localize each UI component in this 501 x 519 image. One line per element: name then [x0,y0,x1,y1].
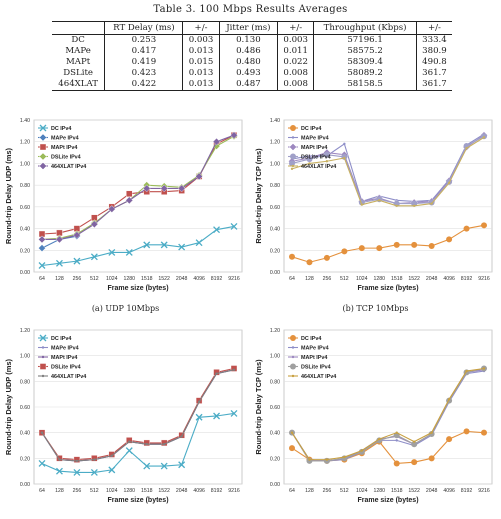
caption-b: (b) TCP 10Mbps [342,304,409,313]
series-dslite-ipv4 [289,366,487,464]
x-tick-label: 128 [55,276,64,282]
table-row [52,35,452,47]
legend-label: MAPe IPv4 [51,135,79,142]
y-tick-label: 0.20 [19,248,30,255]
series-line [292,369,484,460]
x-tick-label: 4096 [443,488,455,494]
data-point [429,243,435,249]
data-point [292,165,294,167]
legend-label: MAPe IPv4 [51,345,79,352]
table-header-cell: Throughput (Kbps) [314,22,417,35]
legend-label: DSLite IPv4 [301,154,331,161]
table-cell: 0.015 [183,57,219,68]
x-tick-label: 128 [305,488,314,494]
y-tick-label: 1.40 [19,118,30,124]
caption-a: (a) UDP 10Mbps [91,304,160,313]
data-point [448,398,450,400]
row-label: DSLite [63,68,94,78]
x-tick-label: 64 [39,488,45,494]
row-label: MAPe [65,46,91,56]
x-tick-label: 4096 [443,276,455,282]
tcp-delay-chart-bottom [252,322,499,514]
data-point [128,440,130,442]
series-line [42,370,234,461]
x-tick-label: 1518 [140,276,153,282]
x-tick-label: 128 [55,488,64,494]
table-cell: 0.022 [278,57,314,68]
data-point [76,460,78,462]
data-point [343,157,345,159]
x-tick-label: 1024 [356,488,368,494]
legend-label: DC IPv4 [51,336,72,342]
y-tick-label: 0.80 [19,379,30,386]
x-tick-label: 512 [340,488,349,494]
x-tick-label: 256 [72,488,82,494]
data-point [464,428,470,434]
y-tick-label: 0.40 [269,430,280,437]
x-tick-label: 512 [90,276,99,282]
y-tick-label: 0.00 [269,482,280,488]
chart-panel-tcp-10 [252,322,499,512]
y-tick-label: 0.60 [269,405,280,411]
table-cell: 0.487 [219,79,278,91]
row-label: DC [71,35,85,45]
data-point [290,335,296,341]
data-point [290,364,296,370]
data-point [42,356,44,358]
x-axis-label: Frame size (bytes) [107,497,169,504]
x-tick-label: 64 [289,276,295,282]
x-tick-label: 128 [305,276,314,282]
series-mape-ipv4 [291,370,485,462]
data-point [146,443,148,445]
series-mapt-ipv4 [291,369,485,463]
data-point [198,401,200,403]
data-point [326,458,328,460]
x-tick-label: 1522 [158,276,170,282]
legend-label: DC IPv4 [51,126,72,132]
x-tick-label: 2048 [425,276,438,282]
data-point [308,458,310,460]
table-cell: 361.7 [416,79,452,91]
table-cell: 0.130 [219,35,278,47]
x-tick-label: 1280 [123,276,136,282]
x-axis-label: Frame size (bytes) [107,285,169,292]
data-point [292,375,294,377]
x-tick-label: 256 [322,276,332,282]
legend-label: 464XLAT IPv4 [301,164,337,170]
table-cell: 58089.2 [314,68,417,79]
x-tick-label: 1280 [123,488,136,494]
x-tick-label: 1522 [408,488,420,494]
legend-label: DC IPv4 [301,126,322,132]
table-cell: 0.419 [105,57,183,68]
table-body [52,35,452,91]
x-tick-label: 2048 [425,488,438,494]
x-tick-label: 256 [322,488,332,494]
table-header-cell [52,22,105,35]
legend-label: MAPt IPv4 [51,355,78,361]
legend-label: MAPt IPv4 [301,145,328,151]
x-tick-label: 512 [340,276,349,282]
data-point [411,459,417,465]
legend-label: DSLite IPv4 [301,364,331,371]
data-point [41,431,43,433]
table-header-cell: RT Delay (ms) [105,22,183,35]
series-line [292,371,484,461]
row-label: MAPt [66,57,91,67]
udp-delay-chart-top [2,112,249,302]
x-tick-label: 9216 [228,488,240,494]
data-point [396,205,398,207]
data-point [291,168,293,170]
table-cell: 0.003 [278,35,314,47]
y-tick-label: 0.40 [19,430,30,437]
table-cell: 0.423 [105,68,183,79]
data-point [126,448,132,454]
x-tick-label: 1024 [106,276,118,282]
x-tick-label: 8192 [210,276,223,282]
table-cell: 0.417 [105,46,183,57]
y-tick-label: 0.60 [19,204,30,211]
data-point [40,144,46,150]
data-point [429,455,435,461]
x-tick-label: 2048 [175,276,188,282]
results-table [52,21,452,91]
series-line [292,369,484,461]
table-cell: 0.013 [183,79,219,91]
data-point [361,449,363,451]
x-tick-label: 4096 [193,488,205,494]
series-line [42,369,234,460]
data-point [290,125,296,131]
x-tick-label: 4096 [193,276,205,282]
data-point [378,199,380,201]
data-point [126,191,132,197]
series-dslite-ipv4 [39,366,237,463]
y-tick-label: 0.60 [269,204,280,211]
y-tick-label: 1.00 [19,161,30,168]
data-point [292,346,294,348]
legend-label: 464XLAT IPv4 [301,374,337,380]
series-line [292,370,484,461]
y-tick-label: 0.00 [19,270,30,276]
data-point [42,375,44,377]
y-axis-label: Round-trip Delay UDP (ms) [4,358,13,456]
y-tick-label: 1.20 [19,139,30,146]
series-line [42,370,234,461]
data-point [359,245,365,251]
y-axis-label: Round-trip Delay TCP (ms) [254,359,263,455]
legend-label: DSLite IPv4 [51,364,81,371]
chart-panel-udp-100 [2,112,249,302]
table-cell: 57196.1 [314,35,417,47]
y-tick-label: 0.40 [269,226,280,233]
x-tick-label: 1024 [106,488,118,494]
data-point [481,222,487,228]
chart-panel-tcp-100 [252,112,499,302]
table-title: Table 3. 100 Mbps Results Averages [153,4,348,15]
data-point [58,458,60,460]
table-cell: 0.011 [278,46,314,57]
y-axis-label: Round-trip Delay UDP (ms) [4,147,13,245]
data-point [40,153,47,160]
table-cell: 490.8 [416,57,452,68]
y-tick-label: 0.80 [269,183,280,190]
data-point [430,202,432,204]
series-line [42,226,234,265]
series-line [292,225,484,262]
data-point [343,143,345,145]
x-axis-label: Frame size (bytes) [357,497,419,504]
table-row [52,57,452,68]
y-tick-label: 0.40 [19,226,30,233]
x-tick-label: 8192 [210,488,223,494]
y-tick-label: 1.20 [269,328,280,334]
data-point [448,182,450,184]
chart-panel-udp-10 [2,322,249,512]
data-point [215,372,217,374]
data-point [483,136,485,138]
x-tick-label: 8192 [460,488,473,494]
legend-label: MAPt IPv4 [51,145,78,151]
data-point [93,458,95,460]
data-point [413,440,415,442]
x-tick-label: 1518 [140,488,153,494]
x-tick-label: 1522 [158,488,170,494]
table-cell: 0.486 [219,46,278,57]
x-tick-label: 1280 [373,488,386,494]
data-point [411,242,417,248]
data-point [292,356,294,358]
table-header-cell: +/- [416,22,452,35]
data-point [40,134,47,141]
table-cell: 0.008 [278,68,314,79]
data-point [56,236,63,243]
y-tick-label: 1.40 [269,118,280,124]
table-header-row [52,22,452,35]
table-cell: 0.480 [219,57,278,68]
table-cell: 0.013 [183,68,219,79]
plot-area [284,120,492,272]
x-tick-label: 8192 [460,276,473,282]
data-point [483,367,485,369]
table-cell: 0.003 [183,35,219,47]
data-point [343,456,345,458]
series-mape-ipv4 [41,369,235,463]
table-cell: 0.008 [278,79,314,91]
table-cell: 58309.4 [314,57,417,68]
x-tick-label: 9216 [478,276,490,282]
udp-delay-chart-bottom [2,322,249,514]
y-tick-label: 1.20 [19,328,30,334]
series-line [42,136,234,239]
data-point [376,245,382,251]
data-point [111,455,113,457]
data-point [290,154,296,160]
data-point [465,370,467,372]
legend-label: 464XLAT IPv4 [51,374,87,380]
data-point [39,460,45,466]
y-tick-label: 1.00 [269,353,280,360]
data-point [396,431,398,433]
data-point [180,435,182,437]
data-point [413,205,415,207]
data-point [341,248,347,254]
tcp-delay-chart-top [252,112,499,302]
y-tick-label: 0.00 [19,482,30,488]
series-line [42,370,234,461]
table-cell: 0.013 [183,46,219,57]
legend-label: MAPe IPv4 [301,135,329,142]
table-cell: 333.4 [416,35,452,47]
data-point [289,445,295,451]
data-point [465,147,467,149]
data-point [446,436,452,442]
legend-label: MAPe IPv4 [301,345,329,352]
table-cell: 380.9 [416,46,452,57]
data-point [394,242,400,248]
x-tick-label: 9216 [478,488,490,494]
legend [288,335,336,380]
row-label: 464XLAT [52,79,105,91]
table-cell: 58575.2 [314,46,417,57]
data-point [233,369,235,371]
legend [38,335,86,380]
table-row [52,68,452,79]
y-tick-label: 0.80 [269,379,280,386]
data-point [306,259,312,265]
data-point [378,438,380,440]
table-cell: 0.253 [105,35,183,47]
y-tick-label: 0.20 [19,456,30,463]
y-tick-label: 0.00 [269,270,280,276]
table-cell: 58158.5 [314,79,417,91]
x-tick-label: 512 [90,488,99,494]
data-point [324,255,330,261]
y-tick-label: 0.20 [269,248,280,255]
data-point [394,460,400,466]
data-point [291,431,293,433]
data-point [446,236,452,242]
data-point [40,364,46,370]
legend-label: DSLite IPv4 [51,154,81,161]
series-mapt-ipv4 [41,369,235,463]
data-point [464,226,470,232]
x-tick-label: 1522 [408,276,420,282]
legend-label: DC IPv4 [301,336,322,342]
table-header-cell: +/- [183,22,219,35]
x-tick-label: 64 [289,488,295,494]
x-tick-label: 2048 [175,488,188,494]
data-point [361,203,363,205]
y-tick-label: 0.20 [269,456,280,463]
x-tick-label: 1518 [390,488,403,494]
y-tick-label: 1.20 [269,139,280,146]
data-point [42,346,44,348]
x-tick-label: 64 [39,276,45,282]
y-tick-label: 0.80 [19,183,30,190]
legend-label: MAPt IPv4 [301,355,328,361]
data-point [289,254,295,260]
table-cell: 0.422 [105,79,183,91]
x-axis-label: Frame size (bytes) [357,285,419,292]
y-axis-label: Round-trip Delay TCP (ms) [254,148,263,244]
y-tick-label: 1.00 [269,161,280,168]
x-tick-label: 1518 [390,276,403,282]
data-point [292,136,294,138]
table-cell: 0.493 [219,68,278,79]
data-point [163,443,165,445]
y-tick-label: 1.00 [19,353,30,360]
data-point [481,430,487,436]
table-cell: 361.7 [416,68,452,79]
x-tick-label: 1280 [373,276,386,282]
series-464xlat-ipv4 [41,369,235,463]
x-tick-label: 9216 [228,276,240,282]
data-point [396,439,398,441]
x-tick-label: 1024 [356,276,368,282]
table-row [52,46,452,57]
legend-label: 464XLAT IPv4 [51,164,87,170]
y-tick-label: 0.60 [19,405,30,411]
table-header-cell: Jitter (ms) [219,22,278,35]
data-point [430,431,432,433]
table-row [52,79,452,91]
x-tick-label: 256 [72,276,82,282]
table-header-cell: +/- [278,22,314,35]
data-point [290,144,297,151]
